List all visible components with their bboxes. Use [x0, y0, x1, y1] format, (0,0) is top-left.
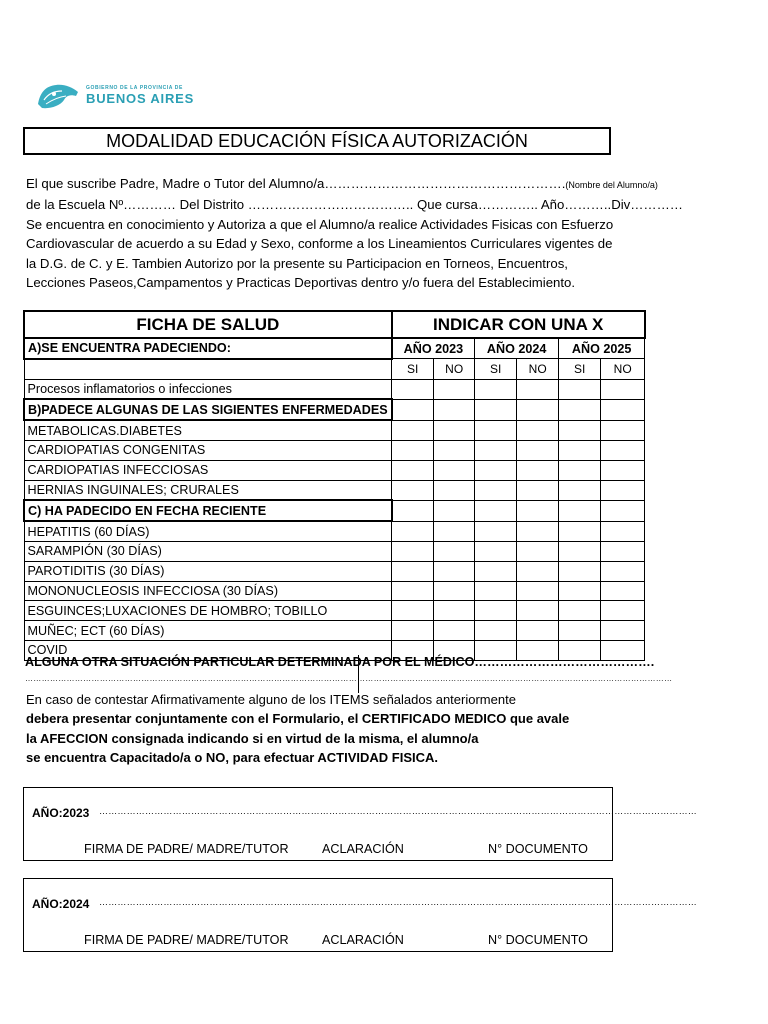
table-row [24, 480, 645, 500]
row-label: METABOLICAS.DIABETES [24, 420, 392, 440]
no-label: NO [601, 359, 645, 379]
si-label: SI [559, 359, 601, 379]
check-cell[interactable] [392, 440, 434, 460]
no-label: NO [434, 359, 475, 379]
intro-line-6: Lecciones Paseos,Campamentos y Practicas Deportivas dentro y/o fuera del Establecimiento. [26, 275, 576, 291]
firma-label: FIRMA DE PADRE/ MADRE/TUTOR [84, 933, 289, 947]
check-cell[interactable] [392, 621, 434, 641]
check-cell[interactable] [517, 480, 559, 500]
note-line-2: debera presentar conjuntamente con el Formulario, el CERTIFICADO MEDICO que avale [26, 711, 570, 727]
row-label: Procesos inflamatorios o infecciones [24, 379, 392, 399]
check-cell[interactable] [392, 601, 434, 621]
medical-certificate-note [26, 690, 569, 768]
check-cell[interactable] [601, 601, 645, 621]
check-cell[interactable] [559, 480, 601, 500]
check-cell[interactable] [434, 460, 475, 480]
check-cell[interactable] [559, 521, 601, 541]
student-name-hint: (Nombre del Alumno/a) [565, 180, 658, 190]
check-cell[interactable] [559, 420, 601, 440]
aclaracion-label: ACLARACIÓN [322, 842, 404, 856]
row-label: CARDIOPATIAS CONGENITAS [24, 440, 392, 460]
check-cell[interactable] [559, 399, 601, 420]
section-c-row [24, 500, 645, 521]
check-cell[interactable] [475, 399, 517, 420]
check-cell[interactable] [559, 581, 601, 601]
check-cell[interactable] [601, 521, 645, 541]
authorization-paragraph [26, 174, 706, 292]
years-row [24, 338, 645, 359]
note-line-3: la AFECCION consignada indicando si en virtud de la misma, el alumno/a [26, 730, 479, 746]
logo-caption: GOBIERNO DE LA PROVINCIA DE [86, 85, 183, 91]
check-cell[interactable] [517, 379, 559, 399]
check-cell[interactable] [559, 601, 601, 621]
signature-year-label: AÑO:2024 [32, 897, 90, 911]
row-label: SARAMPIÓN (30 DÍAS) [24, 541, 392, 561]
check-cell[interactable] [601, 379, 645, 399]
check-cell[interactable] [475, 521, 517, 541]
year-2023-header: AÑO 2023 [392, 338, 475, 359]
check-cell[interactable] [392, 480, 434, 500]
row-label: CARDIOPATIAS INFECCIOSAS [24, 460, 392, 480]
check-cell[interactable] [434, 379, 475, 399]
province-logo [36, 82, 211, 112]
check-cell[interactable] [392, 460, 434, 480]
check-cell[interactable] [559, 541, 601, 561]
logo-wordmark: BUENOS AIRES [86, 91, 195, 106]
intro-line-1 [26, 174, 706, 195]
table-row [24, 621, 645, 641]
table-row [24, 541, 645, 561]
other-condition-line: ALGUNA OTRA SITUACIÓN PARTICULAR DETERMINADA POR EL MÉDICO……………………………………. [25, 655, 655, 669]
check-cell[interactable] [559, 460, 601, 480]
signature-line[interactable]: …………………………………………………………………………………………………………………………………………………………………………… [99, 897, 697, 907]
check-cell[interactable] [517, 420, 559, 440]
check-cell[interactable] [434, 581, 475, 601]
check-cell[interactable] [434, 621, 475, 641]
check-cell[interactable] [517, 561, 559, 581]
check-cell[interactable] [434, 440, 475, 460]
blank-cell [24, 359, 392, 379]
aclaracion-label: ACLARACIÓN [322, 933, 404, 947]
check-cell[interactable] [475, 500, 517, 521]
check-cell[interactable] [559, 440, 601, 460]
check-cell[interactable] [434, 561, 475, 581]
table-title-row [24, 311, 645, 338]
ficha-de-salud-heading: FICHA DE SALUD [24, 311, 392, 338]
check-cell[interactable] [392, 541, 434, 561]
table-row [24, 460, 645, 480]
check-cell[interactable] [601, 581, 645, 601]
no-label: NO [517, 359, 559, 379]
check-cell[interactable] [434, 601, 475, 621]
check-cell[interactable] [475, 460, 517, 480]
check-cell[interactable] [475, 541, 517, 561]
check-cell[interactable] [517, 399, 559, 420]
check-cell[interactable] [559, 621, 601, 641]
signature-line[interactable]: …………………………………………………………………………………………………………………………………………………………………………… [99, 806, 697, 816]
row-label: PAROTIDITIS (30 DÍAS) [24, 561, 392, 581]
check-cell[interactable] [601, 399, 645, 420]
check-cell[interactable] [559, 561, 601, 581]
intro-line-5: la D.G. de C. y E. Tambien Autorizo por la presente su Participacion en Torneos, Encuentros, [26, 255, 568, 271]
signature-box-2023 [23, 787, 697, 861]
row-label: MUÑEC; ECT (60 DÍAS) [24, 621, 392, 641]
check-cell[interactable] [601, 420, 645, 440]
check-cell[interactable] [392, 521, 434, 541]
intro-line-1-text: El que suscribe Padre, Madre o Tutor del Alumno/a………………………………………………. [26, 176, 566, 191]
intro-line-2: de la Escuela Nº………… Del Distrito ……………………………….. Que cursa………….. Año………..Div………… [26, 197, 683, 213]
si-label: SI [392, 359, 434, 379]
page-title: MODALIDAD EDUCACIÓN FÍSICA AUTORIZACIÓN [23, 127, 611, 155]
section-b-heading: B)PADECE ALGUNAS DE LAS SIGIENTES ENFERMEDADES [24, 399, 392, 420]
check-cell[interactable] [559, 500, 601, 521]
note-line-4: se encuentra Capacitado/a o NO, para efectuar ACTIVIDAD FISICA. [26, 750, 439, 766]
check-cell[interactable] [517, 621, 559, 641]
section-a-heading: A)SE ENCUENTRA PADECIENDO: [24, 338, 392, 359]
signature-year-label: AÑO:2023 [32, 806, 90, 820]
check-cell[interactable] [434, 541, 475, 561]
check-cell[interactable] [392, 500, 434, 521]
check-cell[interactable] [392, 399, 434, 420]
check-cell[interactable] [517, 521, 559, 541]
year-2025-header: AÑO 2025 [559, 338, 645, 359]
check-cell[interactable] [517, 460, 559, 480]
check-cell[interactable] [475, 621, 517, 641]
documento-label: N° DOCUMENTO [488, 933, 588, 947]
indicar-heading: INDICAR CON UNA X [392, 311, 645, 338]
intro-line-3: Se encuentra en conocimiento y Autoriza a que el Alumno/a realice Actividades Fisicas con Esfuerzo [26, 216, 614, 232]
other-condition-fill-line: ……………………………………………………………………………………………………………………………………………………………………………………………………………… [25, 674, 673, 683]
check-cell[interactable] [601, 440, 645, 460]
check-cell[interactable] [475, 420, 517, 440]
row-label: HEPATITIS (60 DÍAS) [24, 521, 392, 541]
check-cell[interactable] [475, 480, 517, 500]
firma-label: FIRMA DE PADRE/ MADRE/TUTOR [84, 842, 289, 856]
check-cell[interactable] [601, 460, 645, 480]
si-label: SI [475, 359, 517, 379]
row-label: MONONUCLEOSIS INFECCIOSA (30 DÍAS) [24, 581, 392, 601]
check-cell[interactable] [601, 480, 645, 500]
check-cell[interactable] [517, 541, 559, 561]
table-row [24, 561, 645, 581]
check-cell[interactable] [517, 581, 559, 601]
check-cell[interactable] [434, 399, 475, 420]
check-cell[interactable] [392, 379, 434, 399]
row-label: COVID [24, 640, 392, 660]
intro-line-4: Cardiovascular de acuerdo a su Edad y Sexo, conforme a los Lineamientos Curriculares vigentes de [26, 236, 613, 252]
check-cell[interactable] [475, 601, 517, 621]
check-cell[interactable] [475, 379, 517, 399]
check-cell[interactable] [392, 420, 434, 440]
note-line-1: En caso de contestar Afirmativamente alguno de los ITEMS señalados anteriormente [26, 692, 516, 707]
health-form-table [23, 310, 646, 661]
check-cell[interactable] [601, 561, 645, 581]
row-label: ESGUINCES;LUXACIONES DE HOMBRO; TOBILLO [24, 601, 392, 621]
check-cell[interactable] [517, 500, 559, 521]
documento-label: N° DOCUMENTO [488, 842, 588, 856]
check-cell[interactable] [475, 440, 517, 460]
signature-box-2024 [23, 878, 697, 952]
check-cell[interactable] [392, 561, 434, 581]
check-cell[interactable] [434, 480, 475, 500]
si-no-row [24, 359, 645, 379]
check-cell[interactable] [559, 379, 601, 399]
check-cell[interactable] [434, 500, 475, 521]
check-cell[interactable] [434, 420, 475, 440]
check-cell[interactable] [475, 581, 517, 601]
table-row [24, 581, 645, 601]
province-emblem-icon [36, 82, 80, 110]
check-cell[interactable] [601, 621, 645, 641]
check-cell[interactable] [601, 541, 645, 561]
check-cell[interactable] [434, 521, 475, 541]
table-row [24, 601, 645, 621]
table-row [24, 521, 645, 541]
check-cell[interactable] [517, 601, 559, 621]
check-cell[interactable] [601, 500, 645, 521]
section-b-row [24, 399, 645, 420]
row-label: HERNIAS INGUINALES; CRURALES [24, 480, 392, 500]
check-cell[interactable] [517, 440, 559, 460]
section-c-heading: C) HA PADECIDO EN FECHA RECIENTE [24, 500, 392, 521]
year-2024-header: AÑO 2024 [475, 338, 559, 359]
check-cell[interactable] [475, 561, 517, 581]
table-row [24, 379, 645, 399]
check-cell[interactable] [392, 581, 434, 601]
table-row [24, 420, 645, 440]
table-row [24, 440, 645, 460]
